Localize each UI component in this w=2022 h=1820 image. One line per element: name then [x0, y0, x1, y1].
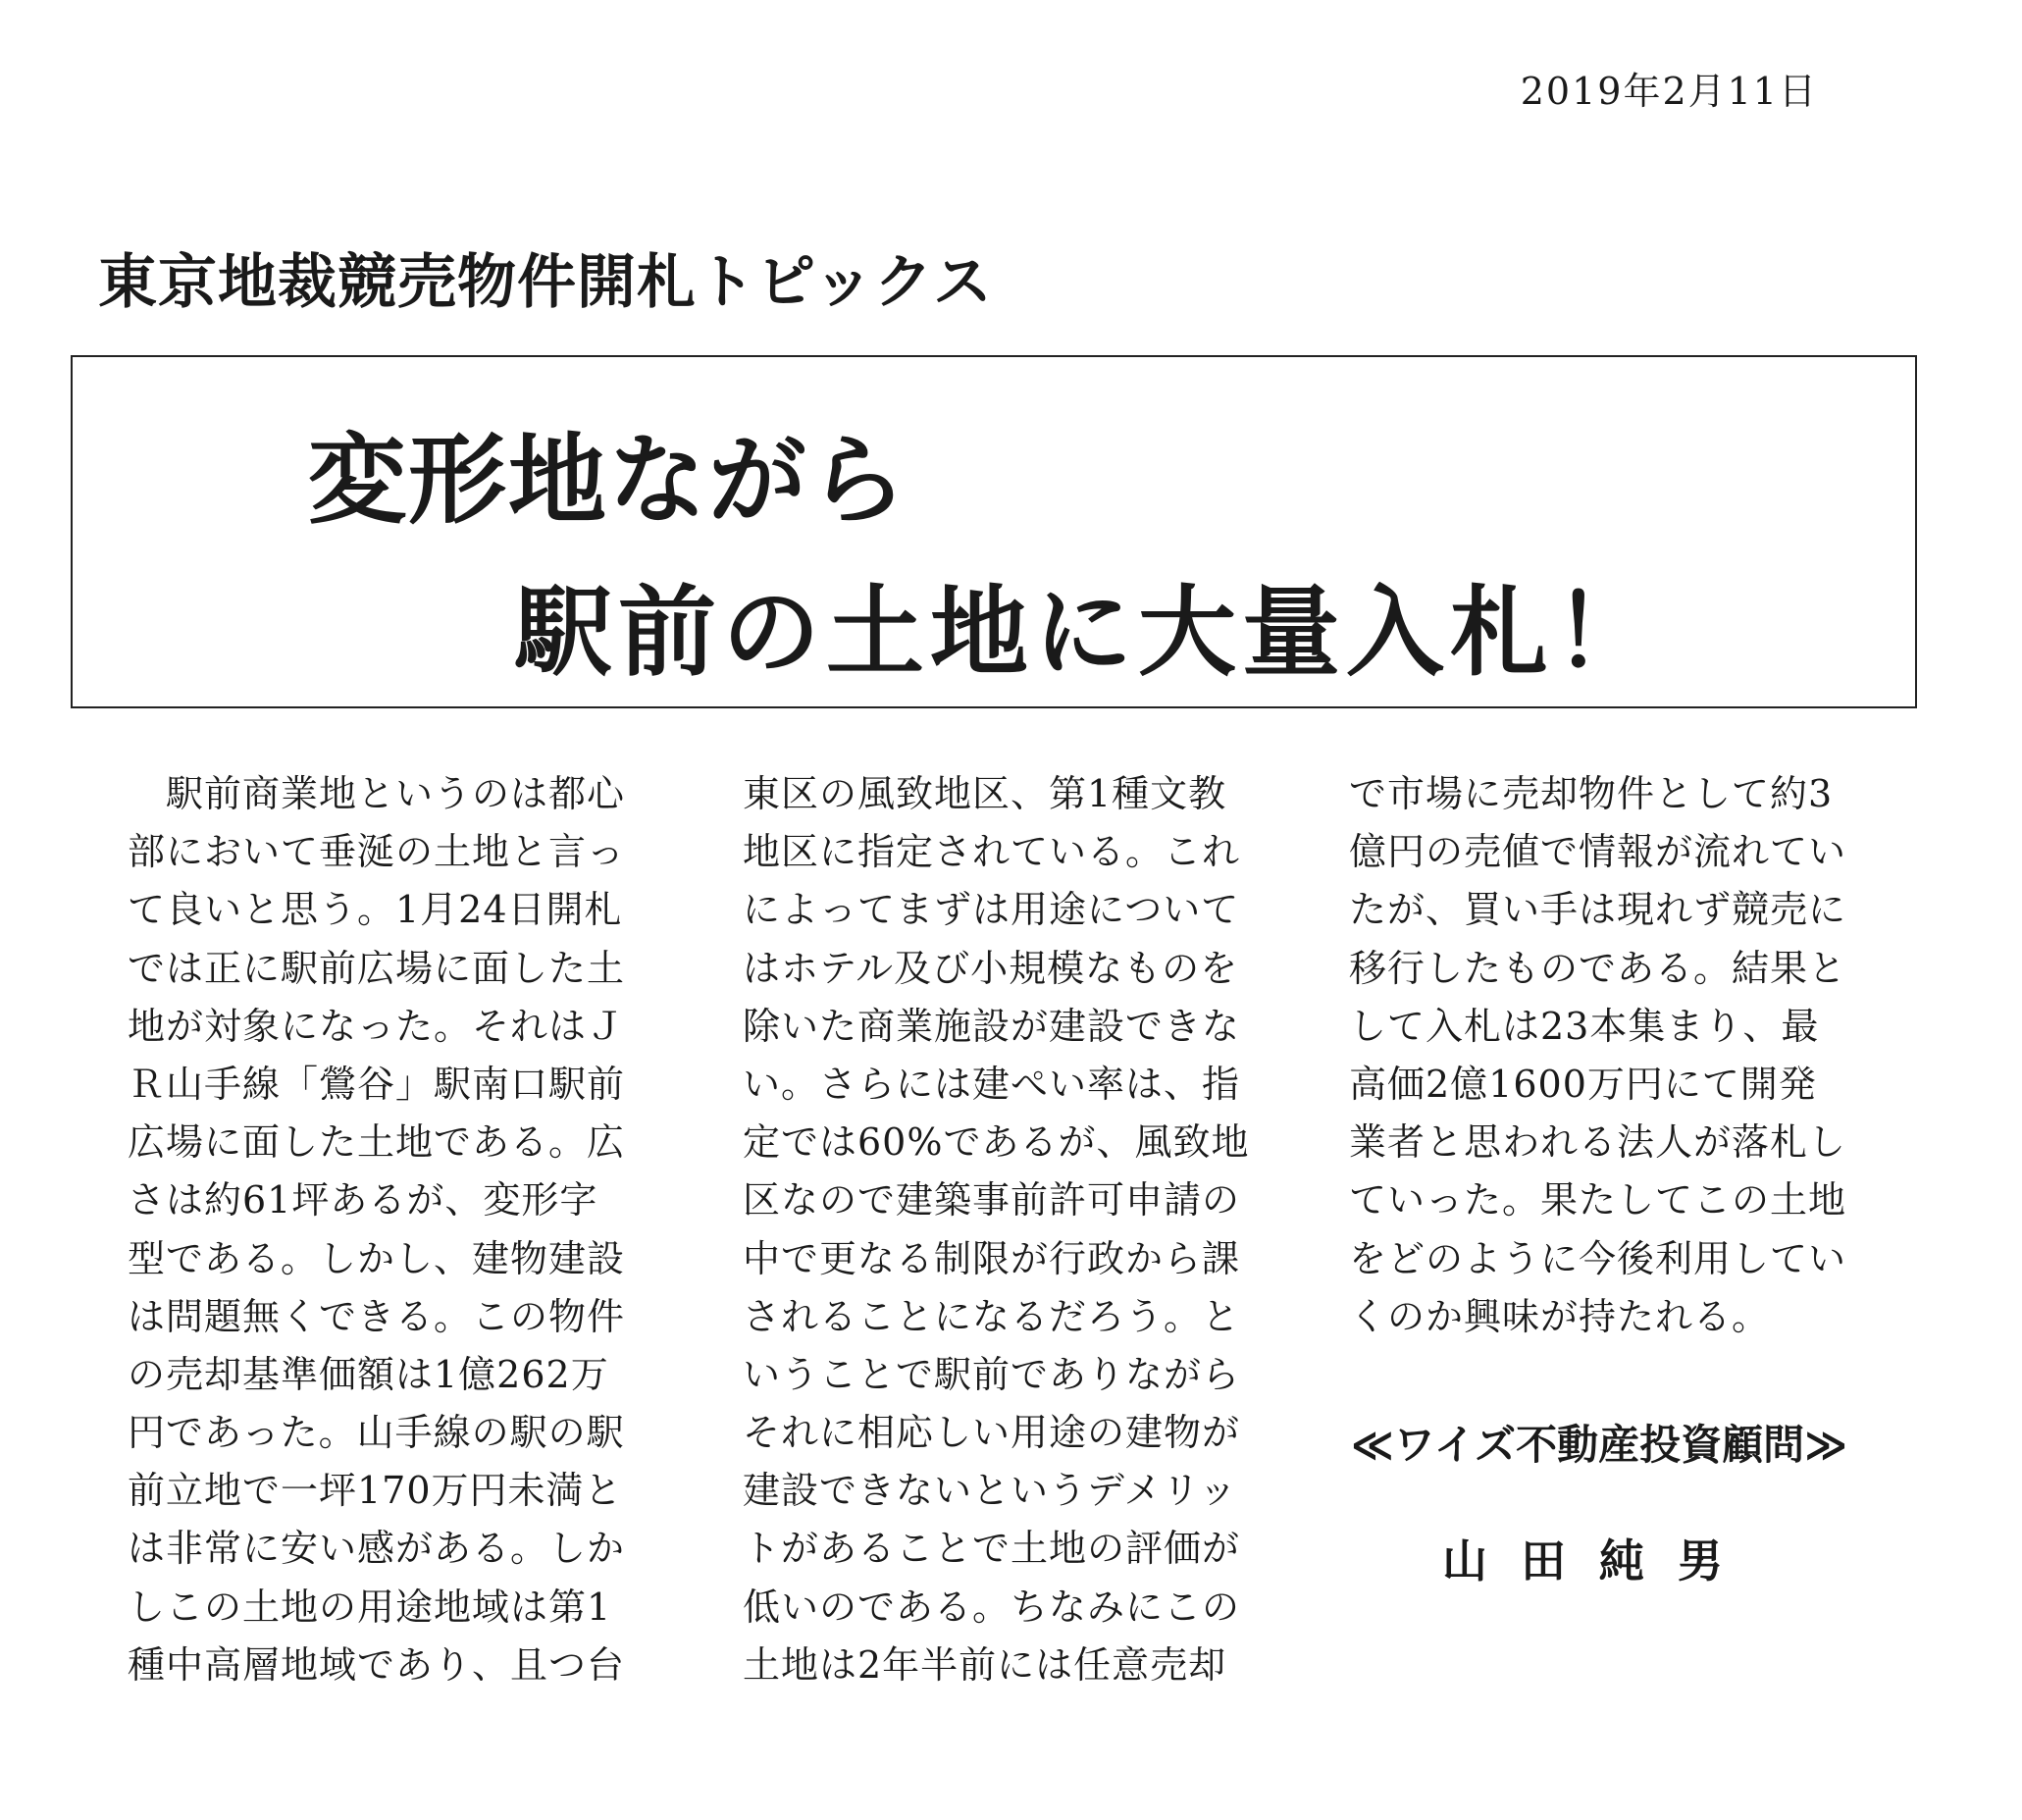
text-line: て良いと思う。1月24日開札: [128, 888, 623, 932]
signature-organization: ≪ワイズ不動産投資顧問≫: [1350, 1421, 1848, 1469]
text-line: で市場に売却物件として約3: [1349, 772, 1834, 815]
text-line: 地区に指定されている。これ: [743, 830, 1241, 874]
text-line: くのか興味が持たれる。: [1349, 1294, 1771, 1338]
text-line: では正に駅前広場に面した土: [128, 946, 626, 990]
text-line: それに相応しい用途の建物が: [743, 1411, 1241, 1455]
text-line: 定では60%であるが、風致地: [743, 1120, 1250, 1165]
article-column-1: [128, 765, 657, 1694]
text-line: しこの土地の用途地域は第1: [128, 1585, 612, 1629]
text-line: 中で更なる制限が行政から課: [743, 1236, 1241, 1280]
text-line: 移行したものである。結果と: [1349, 946, 1847, 990]
article-column-3: [1349, 765, 1879, 1346]
text-line: によってまずは用途について: [743, 888, 1240, 932]
text-line: は非常に安い感がある。しか: [128, 1527, 626, 1571]
text-line: い。さらには建ぺい率は、指: [743, 1062, 1241, 1106]
text-line: いうことで駅前でありながら: [743, 1352, 1241, 1396]
text-line: 地が対象になった。それはＪ: [128, 1004, 626, 1048]
text-line: Ｒ山手線「鶯谷」駅南口駅前: [128, 1062, 626, 1106]
headline-line-2: 駅前の土地に大量入札！: [514, 575, 1658, 690]
text-line: ていった。果たしてこの土地: [1349, 1178, 1847, 1222]
text-line: 区なので建築事前許可申請の: [743, 1178, 1241, 1222]
text-line: の売却基準価額は1億262万: [128, 1352, 609, 1396]
text-line: して入札は23本集まり、最: [1349, 1004, 1820, 1048]
text-line: 前立地で一坪170万円未満と: [128, 1469, 623, 1513]
text-line: 円であった。山手線の駅の駅: [128, 1411, 625, 1455]
series-title: 東京地裁競売物件開札トピックス: [98, 248, 993, 317]
text-line: 除いた商業施設が建設できな: [743, 1004, 1241, 1048]
text-line: 業者と思われる法人が落札し: [1349, 1120, 1847, 1165]
text-line: はホテル及び小規模なものを: [743, 946, 1239, 990]
text-line: をどのように今後利用してい: [1349, 1236, 1847, 1280]
headline-line-1: 変形地ながら: [308, 423, 908, 538]
text-line: されることになるだろう。と: [743, 1294, 1241, 1338]
text-line: さは約61坪あるが、変形字: [128, 1178, 598, 1222]
text-line: 低いのである。ちなみにこの: [743, 1585, 1241, 1629]
article-date: 2019年2月11日: [1520, 70, 1818, 113]
text-line: 駅前商業地というのは都心: [128, 772, 626, 815]
text-line: 建設できないというデメリッ: [743, 1469, 1237, 1513]
text-line: 億円の売値で情報が流れてい: [1349, 830, 1847, 874]
headline-box: [71, 355, 1917, 708]
text-line: は問題無くできる。この物件: [128, 1294, 626, 1338]
text-line: 種中高層地域であり、且つ台: [128, 1642, 626, 1687]
text-line: 東区の風致地区、第1種文教: [743, 772, 1227, 815]
article-column-2: [743, 765, 1272, 1694]
text-line: たが、買い手は現れず競売に: [1349, 888, 1847, 932]
text-line: トがあることで土地の評価が: [743, 1527, 1241, 1571]
text-line: 高価2億1600万円にて開発: [1349, 1062, 1817, 1106]
signature-author: 山田純男: [1442, 1534, 1756, 1587]
text-line: 土地は2年半前には任意売却: [743, 1642, 1227, 1687]
text-line: 広場に面した土地である。広: [128, 1120, 626, 1165]
text-line: 型である。しかし、建物建設: [128, 1236, 626, 1280]
text-line: 部において垂涎の土地と言っ: [128, 830, 626, 874]
